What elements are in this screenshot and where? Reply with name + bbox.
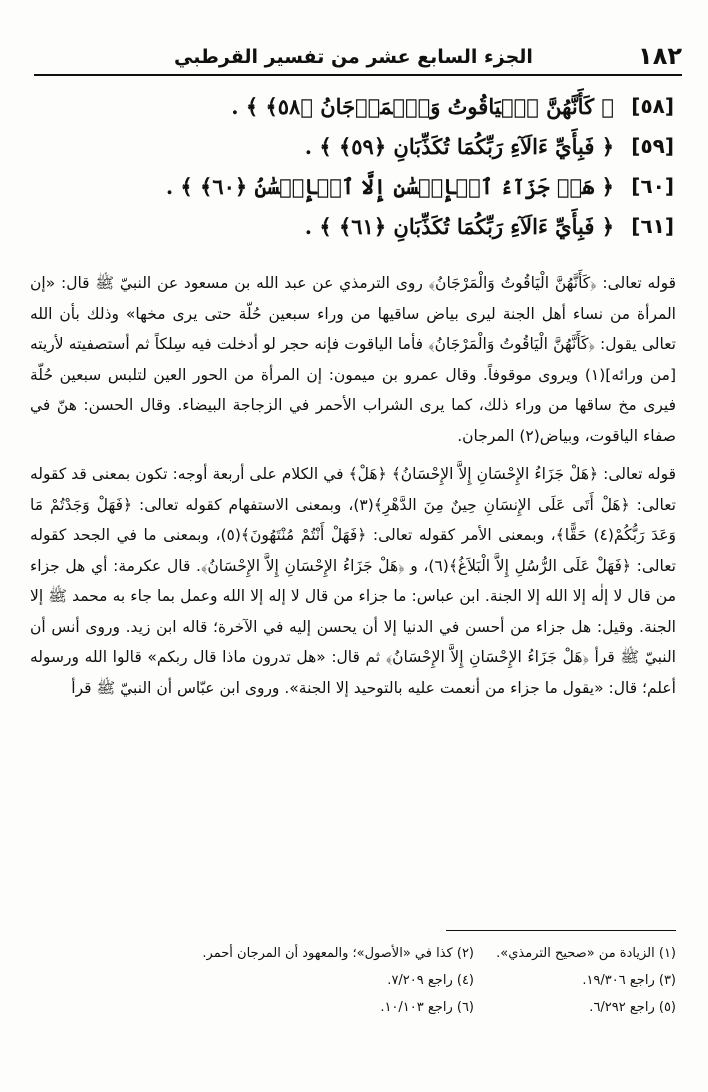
footnote-2: (٢) كذا في «الأصول»؛ والمعهود أن المرجان أحمر. xyxy=(202,946,474,961)
footnote-5: (٥) راجع ٦/٢٩٢. xyxy=(589,1000,676,1015)
verse-number: [٦١] xyxy=(631,214,674,238)
footnote-separator xyxy=(446,930,676,931)
running-title: الجزء السابع عشر من تفسير القرطبي xyxy=(174,46,533,68)
quran-verses xyxy=(34,86,674,246)
verse-number: [٦٠] xyxy=(631,174,674,198)
verse-number: [٥٨] xyxy=(631,94,674,118)
footnote-4: (٤) راجع ٧/٢٠٩. xyxy=(387,973,474,988)
footnote-row xyxy=(30,940,676,967)
verse-text: ﴿ فَبِأَيِّ ءَالَآءِ رَبِّكُمَا تُكَذِّبَانِ ﴿٥٩﴾ ﴾ . xyxy=(304,133,614,159)
verse-61 xyxy=(34,206,674,246)
footnote-row xyxy=(30,994,676,1021)
footnote-3: (٣) راجع ١٩/٣٠٦. xyxy=(582,973,676,988)
verse-58 xyxy=(34,86,674,126)
verse-text: ﴿ هَلۡ جَزَآءُ ٱلۡإِحۡسَٰنِ إِلَّا ٱلۡإِحۡسَٰنُ ﴿٦٠﴾ ﴾ . xyxy=(165,173,614,199)
footnote-row xyxy=(30,967,676,994)
page-number: ١٨٢ xyxy=(638,42,682,70)
verse-number: [٥٩] xyxy=(631,134,674,158)
verse-text: ﴿ كَأَنَّهُنَّ ٱلۡيَاقُوتُ وَٱلۡمَرۡجَانُ ﴿٥٨﴾ ﴾ . xyxy=(231,93,614,119)
footnotes xyxy=(30,940,676,1021)
verse-60 xyxy=(34,166,674,206)
footnote-1: (١) الزيادة من «صحيح الترمذي». xyxy=(496,946,676,961)
verse-59 xyxy=(34,126,674,166)
page-header xyxy=(34,40,682,76)
footnote-6: (٦) راجع ١٠/١٠٣. xyxy=(380,1000,474,1015)
verse-text: ﴿ فَبِأَيِّ ءَالَآءِ رَبِّكُمَا تُكَذِّبَانِ ﴿٦١﴾ ﴾ . xyxy=(304,213,614,239)
commentary-paragraph-1: قوله تعالى: ﴿كَأَنَّهُنَّ الْيَاقُوتُ وَالْمَرْجَانُ﴾ روى الترمذي عن عبد الله بن مسعود عن النبيّ ﷺ قال: «إن المرأة من نساء أهل الجنة ليرى بياض ساقيها من وراء سبعين حُلّة حتى يرى مخها» وذلك بأن الله تعالى يقول: ﴿كَأَنَّهُنَّ الْيَاقُوتُ وَالْمَرْجَانُ﴾ فأما الياقوت فإنه حجر لو أدخلت فيه سِلكاً ثم أستصفيته لأريته [من ورائه](١) ويروى موقوفاً. وقال عمرو بن ميمون: إن المرأة من الحور العين لتلبس سبعين حُلّة فيرى مخ ساقها من وراء ذلك، كما يرى الشراب الأحمر في الزجاجة البيضاء. وقال الحسن: هنّ في صفاء الياقوت، وبياض(٢) المرجان. xyxy=(30,274,676,445)
commentary-paragraph-2: قوله تعالى: ﴿هَلْ جَزَاءُ الإِحْسَانِ إِلاَّ الإِحْسَانُ﴾ ﴿هَلْ﴾ في الكلام على أربعة أوجه: تكون بمعنى قد كقوله تعالى: ﴿هَلْ أَتَى عَلَى الإِنسَانِ حِينٌ مِنَ الدَّهْرِ﴾(٣)، وبمعنى الاستفهام كقوله تعالى: ﴿فَهَلْ وَجَدْتُمْ مَا وَعَدَ رَبُّكُمْ(٤) حَقًّا﴾، وبمعنى الأمر كقوله تعالى: ﴿فَهَلْ أَنْتُمْ مُنْتَهُونَ﴾(٥)، وبمعنى ما في الجحد كقوله تعالى: ﴿فَهَلْ عَلَى الرُّسُلِ إِلاَّ الْبَلاَغُ﴾(٦)، و ﴿هَلْ جَزَاءُ الإِحْسَانِ إِلاَّ الإِحْسَانُ﴾. قال عكرمة: أي هل جزاء من قال لا إلٰه إلا الله إلا الجنة. ابن عباس: ما جزاء من قال لا إله إلا الله وعمل بما جاء به محمد ﷺ إلا الجنة. وقيل: هل جزاء من أحسن في الدنيا إلا أن يحسن إليه في الآخرة؛ قاله ابن زيد. وروى أنس أن النبيّ ﷺ قرأ ﴿هَلْ جَزَاءُ الإِحْسَانِ إِلاَّ الإِحْسَانُ﴾ ثم قال: «هل تدرون ماذا قال ربكم» قالوا الله ورسوله أعلم؛ قال: «يقول ما جزاء من أنعمت عليه بالتوحيد إلا الجنة». وروى ابن عبّاس أن النبيّ ﷺ قرأ xyxy=(30,465,676,697)
commentary-body xyxy=(30,268,676,711)
